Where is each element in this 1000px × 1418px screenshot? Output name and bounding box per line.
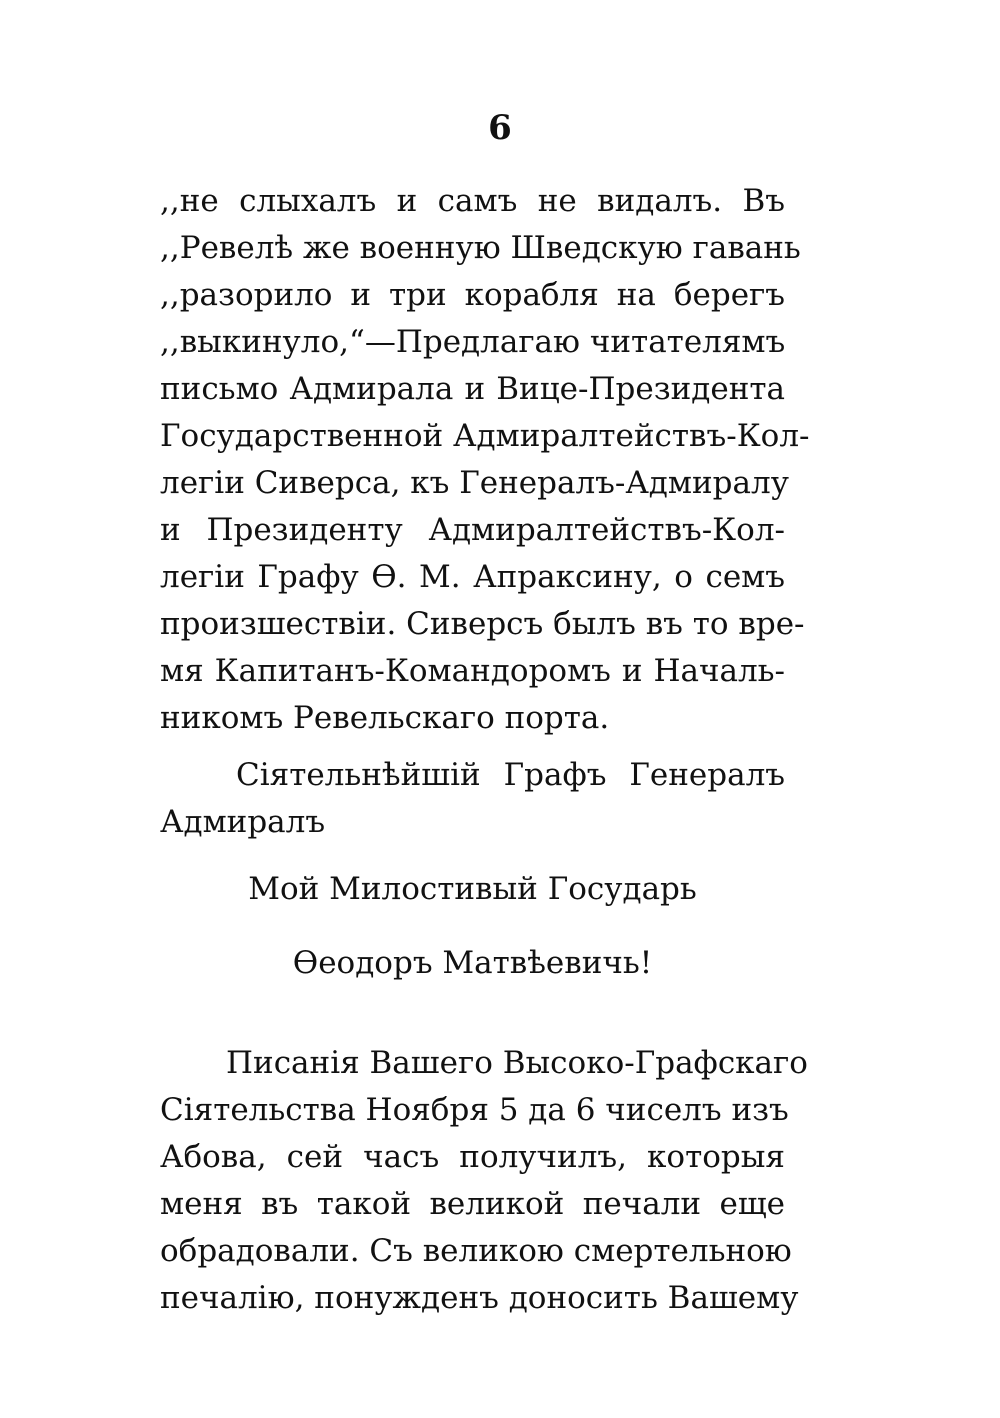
text-line: ,,не слыхалъ и самъ не видалъ. Въ: [160, 183, 785, 219]
text-line: мя Капитанъ-Командоромъ и Началь-: [160, 653, 785, 689]
salutation-line: Адмиралъ: [160, 804, 326, 840]
paragraph-letter-body: [160, 1040, 808, 1322]
text-line: и Президенту Адмиралтействъ-Кол-: [160, 512, 785, 548]
text-line: меня въ такой великой печали еще: [160, 1186, 785, 1222]
text-line: Писанія Вашего Высоко-Графскаго: [226, 1045, 808, 1081]
text-line: Абова, сей часъ получилъ, которыя: [160, 1139, 785, 1175]
text-line: никомъ Ревельскаго порта.: [160, 700, 610, 736]
text-line: письмо Адмирала и Вице-Президента: [160, 371, 785, 407]
text-line: произшествіи. Сиверсъ былъ въ то вре-: [160, 606, 805, 642]
text-line: ,,разорило и три корабля на берегъ: [160, 277, 785, 313]
text-line: ,,выкинуло,“—Предлагаю читателямъ: [160, 324, 786, 360]
salutation-line: Сіятельнѣйшій Графъ Генералъ: [236, 757, 785, 793]
paragraph-letter-intro: [160, 178, 810, 742]
text-line: Сіятельства Ноября 5 да 6 чиселъ изъ: [160, 1092, 789, 1128]
text-line: печалію, понужденъ доносить Вашему: [160, 1280, 799, 1316]
text-line: легіи Сиверса, къ Генералъ-Адмиралу: [160, 465, 789, 501]
text-line: ,,Ревелѣ же военную Шведскую гавань: [160, 230, 801, 266]
text-line: обрадовали. Съ великою смертельною: [160, 1233, 792, 1269]
salutation-address: [160, 752, 785, 846]
salutation-title: Мой Милостивый Государь: [248, 871, 697, 907]
page-number: 6: [488, 108, 512, 148]
text-line: легіи Графу Ѳ. М. Апраксину, о семъ: [160, 559, 785, 595]
salutation-name: Ѳеодоръ Матвѣевичь!: [292, 945, 653, 981]
text-line: Государственной Адмиралтействъ-Кол-: [160, 418, 810, 454]
